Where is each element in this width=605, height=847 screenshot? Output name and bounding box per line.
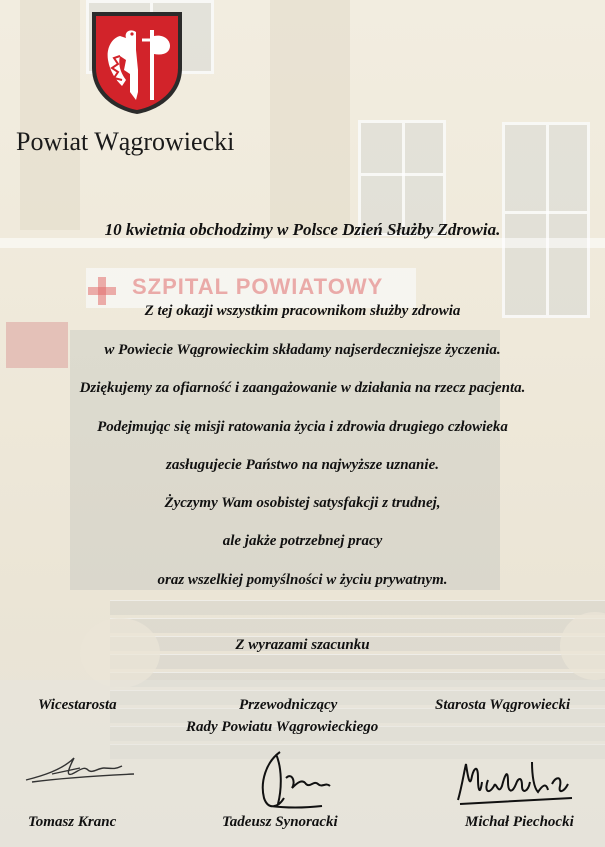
signatory-role-chairman-council: Rady Powiatu Wągrowieckiego — [186, 719, 379, 735]
letter-line: Dziękujemy za ofiarność i zaangażowanie w działania na rzecz pacjenta. — [79, 380, 526, 396]
letter-line: Z tej okazji wszystkim pracownikom służby zdrowia — [144, 303, 461, 319]
letter-line: w Powiecie Wągrowieckim składamy najserdeczniejsze życzenia. — [104, 342, 501, 358]
signature-michal-piechocki — [452, 756, 578, 810]
signatory-role-chairman: Przewodniczący — [239, 697, 338, 713]
closing-line: Z wyrazami szacunku — [235, 637, 370, 653]
letter-line: Podejmując się misji ratowania życia i zdrowia drugiego człowieka — [97, 419, 508, 435]
letter-line: oraz wszelkiej pomyślności w życiu prywatnym. — [157, 572, 448, 588]
letter-line: Życzymy Wam osobistej satysfakcji z trudnej, — [164, 495, 441, 511]
letter-line: zasługujecie Państwo na najwyższe uznanie. — [166, 457, 439, 473]
headline: 10 kwietnia obchodzimy w Polsce Dzień Służby Zdrowia. — [104, 220, 501, 239]
coat-of-arms-icon — [90, 10, 184, 116]
background-window — [358, 120, 446, 236]
signatory-name-kranc: Tomasz Kranc — [28, 814, 117, 830]
signature-tomasz-kranc — [22, 740, 142, 788]
signatory-role-vice-starost: Wicestarosta — [38, 697, 117, 713]
signature-tadeusz-synoracki — [252, 748, 348, 814]
page-title: Powiat Wągrowiecki — [16, 127, 235, 156]
red-cross-icon — [88, 277, 116, 305]
signatory-name-synoracki: Tadeusz Synoracki — [222, 814, 338, 830]
background-hospital-sign: SZPITAL POWIATOWY — [86, 268, 416, 308]
letter-line: ale jakże potrzebnej pracy — [222, 533, 383, 549]
signatory-role-starost: Starosta Wągrowiecki — [435, 697, 571, 713]
signatory-name-piechocki: Michał Piechocki — [465, 814, 574, 830]
